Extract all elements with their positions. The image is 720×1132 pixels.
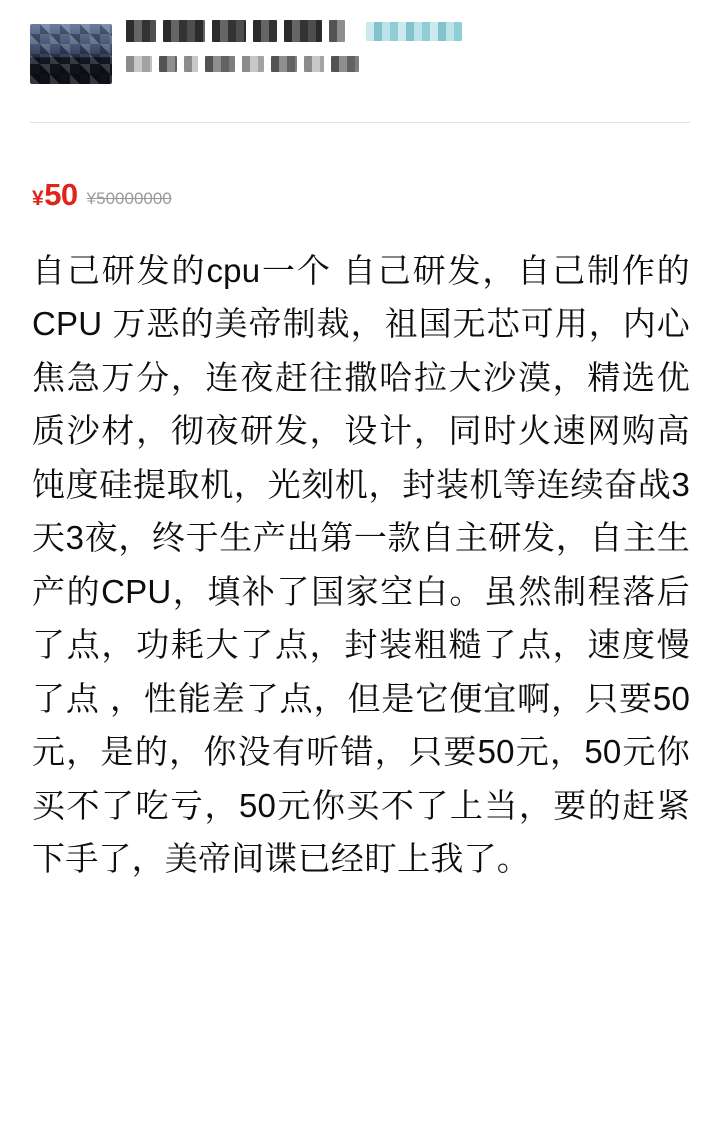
original-price: ¥50000000	[86, 189, 172, 208]
price-section	[0, 123, 720, 210]
redacted-block	[284, 20, 322, 42]
seller-badge-redacted	[366, 22, 462, 41]
redacted-block	[253, 20, 277, 42]
current-price-value: 50	[44, 177, 78, 212]
redacted-block	[126, 20, 156, 42]
redacted-block	[329, 20, 345, 42]
redacted-block	[159, 56, 177, 72]
redacted-block	[184, 56, 198, 72]
current-price	[32, 179, 78, 210]
seller-info	[112, 18, 690, 72]
seller-avatar[interactable]	[30, 24, 112, 84]
redacted-block	[163, 20, 205, 42]
redacted-block	[126, 56, 152, 72]
redacted-block	[304, 56, 324, 72]
seller-subtitle-row	[126, 56, 690, 72]
seller-header[interactable]	[0, 0, 720, 100]
redacted-block	[205, 56, 235, 72]
product-description: 自己研发的cpu一个 自己研发，自己制作的CPU 万恶的美帝制裁，祖国无芯可用，内心焦急万分，连夜赶往撒哈拉大沙漠，精选优质沙材，彻夜研发，设计，同时火速网购高饨度硅提取机，光刻机，封装机等连续奋战3天3夜，终于生产出第一款自主研发，自主生产的CPU，填补了国家空白。虽然制程落后了点，功耗大了点，封装粗糙了点，速度慢了点 ，性能差了点，但是它便宜啊，只要50元，是的，你没有听错，只要50元，50元你买不了吃亏，50元你买不了上当，要的赶紧下手了，美帝间谍已经盯上我了。	[32, 252, 690, 877]
redacted-block	[242, 56, 264, 72]
currency-symbol: ¥	[32, 187, 44, 210]
seller-name-row	[126, 20, 690, 42]
redacted-block	[271, 56, 297, 72]
redacted-block	[212, 20, 246, 42]
redacted-block	[331, 56, 359, 72]
